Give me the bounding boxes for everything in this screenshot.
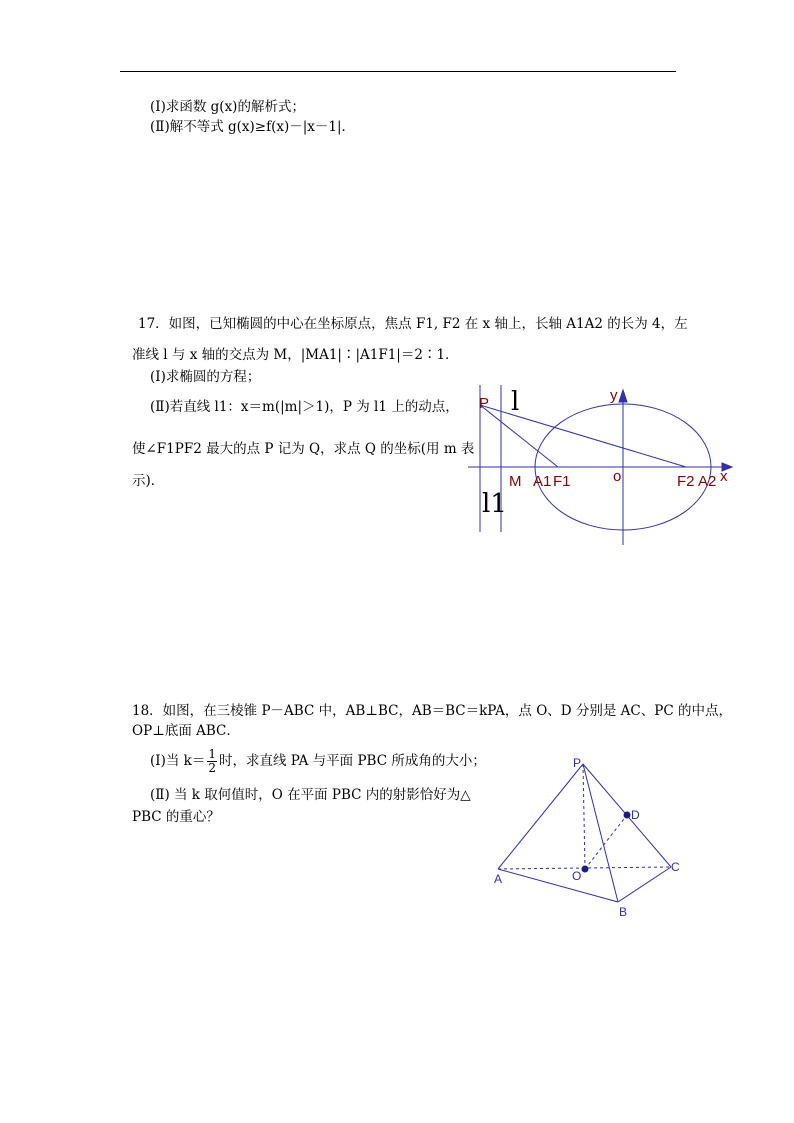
header-rule [120, 71, 676, 72]
label-A2: A2 [698, 473, 717, 490]
edge-PA [498, 764, 583, 869]
fraction-numerator: 1 [208, 747, 216, 761]
q17-part1: (Ⅰ)求椭圆的方程； [150, 369, 261, 385]
point-D [624, 812, 631, 819]
label-l1: l1 [482, 489, 507, 519]
ellipse-figure [460, 380, 750, 550]
q17-line2: 准线 l 与 x 轴的交点为 M，|MA1|∶|A1F1|＝2∶1． [132, 347, 459, 363]
y-axis-arrow-icon [619, 390, 627, 402]
edge-AB [498, 869, 618, 902]
label-F2: F2 [677, 473, 695, 490]
q17-line1: 17．如图，已知椭圆的中心在坐标原点，焦点 F1, F2 在 x 轴上，长轴 A1A2 的长为 4，左 [138, 316, 688, 332]
label-l: l [511, 387, 520, 417]
q18-part1-pre: (Ⅰ)当 k＝ [150, 753, 206, 769]
q16-part2: (Ⅱ)解不等式 g(x)≥f(x)－|x－1|． [150, 119, 356, 135]
q18-line1: 18．如图，在三棱锥 P－ABC 中，AB⊥BC，AB＝BC＝kPA，点 O、D 分别是 AC、PC 的中点， [132, 703, 732, 719]
q17-part2: (Ⅱ)若直线 l1：x＝m(|m|＞1)，P 为 l1 上的动点， [150, 399, 459, 415]
label-O2: O [572, 869, 582, 883]
label-D: D [631, 808, 640, 822]
label-x: x [720, 468, 728, 485]
q17-line6: 示)． [132, 473, 165, 489]
segment-PO [583, 764, 585, 869]
edge-BC [618, 867, 671, 902]
q18-part1 [150, 748, 486, 775]
label-O: o [613, 468, 622, 485]
label-y: y [610, 387, 618, 404]
label-B: B [619, 905, 628, 919]
fraction-denominator: 2 [208, 761, 216, 775]
segment-OD [585, 815, 627, 869]
pyramid-figure [488, 752, 688, 922]
fraction-one-half [207, 748, 217, 775]
label-A1: A1 [533, 473, 552, 490]
q18-line2: OP⊥底面 ABC． [132, 723, 240, 739]
point-O [582, 866, 589, 873]
q17-line5: 使∠F1PF2 最大的点 P 记为 Q，求点 Q 的坐标(用 m 表 [132, 441, 475, 457]
label-C: C [671, 860, 680, 874]
q18-line5: PBC 的重心？ [132, 809, 220, 825]
label-A: A [494, 872, 503, 886]
label-P: P [479, 395, 490, 412]
label-M: M [509, 473, 522, 490]
q18-part1-post: 时，求直线 PA 与平面 PBC 所成角的大小； [218, 753, 486, 769]
label-F1: F1 [553, 473, 571, 490]
q18-part2: (Ⅱ) 当 k 取何值时，O 在平面 PBC 内的射影恰好为△ [150, 787, 471, 803]
label-P2: P [573, 756, 582, 770]
q16-part1: (Ⅰ)求函数 g(x)的解析式； [150, 99, 305, 115]
